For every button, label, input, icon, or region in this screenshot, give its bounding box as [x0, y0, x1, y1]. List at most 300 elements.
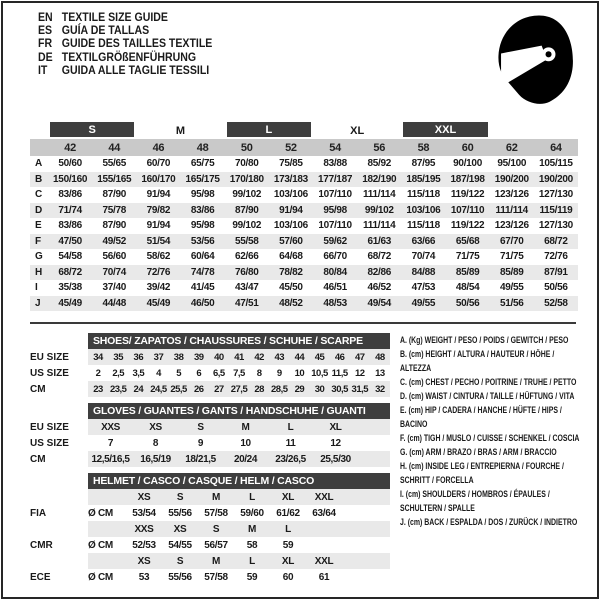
measure-row-E — [30, 218, 578, 234]
row-values — [88, 419, 390, 435]
row-label: US SIZE — [30, 437, 69, 449]
size-row — [30, 419, 390, 435]
helmet-table-title: HELMET / CASCO / CASQUE / HELM / CASCO — [88, 473, 390, 489]
size-value: 50/56 — [455, 297, 480, 309]
size-value: 63/66 — [411, 235, 436, 247]
size-value: 165/175 — [185, 173, 220, 185]
row-label: G — [35, 251, 43, 263]
row-label — [30, 553, 88, 569]
size-value: 107/110 — [318, 189, 352, 201]
size-value: 68/72 — [544, 235, 568, 247]
size-value: 160/170 — [141, 173, 176, 185]
size-column-header: 62 — [505, 141, 518, 154]
size-value: 11,5 — [331, 367, 348, 379]
size-value: 27 — [214, 383, 224, 395]
size-value: 119/122 — [450, 220, 485, 232]
size-value: 80/84 — [323, 266, 347, 278]
size-value: 65/75 — [190, 158, 215, 170]
size-header: M — [211, 555, 221, 567]
legend-item: I. (cm) SHOULDERS / HOMBROS / ÉPAULES / SCHULTERN / SPALLE — [400, 489, 550, 514]
helmet-icon — [488, 12, 578, 107]
size-value: 61/62 — [276, 507, 300, 519]
row-values — [88, 521, 390, 537]
size-value: 60/70 — [146, 158, 171, 170]
size-header: XXL — [314, 491, 334, 503]
size-value: 48 — [375, 351, 385, 363]
size-value: 70/74 — [411, 251, 436, 263]
size-value: 28 — [254, 383, 264, 395]
size-value: 83/88 — [323, 158, 347, 170]
row-label: F — [35, 235, 41, 247]
row-label — [30, 489, 88, 505]
textile-body — [30, 156, 578, 311]
helmet-data-row-CMR — [30, 537, 390, 553]
size-value: 24,5 — [150, 383, 167, 395]
size-value: 34 — [93, 351, 103, 363]
size-value: 30,5 — [331, 383, 348, 395]
size-header: XS — [137, 555, 151, 567]
size-value: 170/180 — [229, 173, 264, 185]
size-value: 115/118 — [406, 189, 440, 201]
size-value: 38 — [173, 351, 184, 363]
row-label: I — [35, 282, 38, 294]
textile-size-table — [30, 122, 578, 311]
row-label: C — [35, 189, 42, 201]
size-value: 60 — [282, 571, 294, 583]
helmet-data-row-ECE — [30, 569, 390, 585]
size-value: 45 — [314, 351, 325, 363]
size-value: 119/122 — [450, 189, 485, 201]
size-value: 44/48 — [102, 297, 126, 309]
size-header: XL — [281, 555, 295, 567]
size-value: 59 — [246, 571, 258, 583]
size-column-header: 48 — [196, 141, 209, 154]
size-value: 95/98 — [190, 220, 215, 232]
size-value: 111/114 — [495, 204, 528, 216]
size-value: 6 — [196, 367, 202, 379]
size-value: 2,5 — [112, 367, 125, 379]
size-value: 91/94 — [146, 220, 171, 232]
size-group-XL: XL — [350, 124, 365, 137]
size-value: 47 — [355, 351, 365, 363]
size-value: 155/165 — [97, 173, 132, 185]
textile-group-row — [30, 122, 578, 139]
size-value: 84/88 — [411, 266, 436, 278]
size-value: 79/82 — [146, 204, 171, 216]
size-value: 78/82 — [279, 266, 303, 278]
size-column-header: 58 — [417, 141, 430, 154]
size-value: 24 — [133, 383, 144, 395]
size-value: 32 — [375, 383, 385, 395]
size-value: 62/66 — [234, 251, 259, 263]
legend-item: F. (cm) TIGH / MUSLO / CUISSE / SCHENKEL / COSCIA — [400, 433, 580, 444]
legend — [400, 334, 584, 530]
size-value: 64/68 — [279, 251, 303, 263]
row-label: FIA — [30, 507, 47, 519]
size-value: 95/100 — [497, 158, 527, 170]
size-value: 50/56 — [544, 282, 568, 294]
size-value: 23 — [93, 383, 103, 395]
size-header: L — [285, 523, 291, 535]
legend-item: E. (cm) HIP / CADERA / HANCHE / HÜFTE / HIPS / BACINO — [400, 405, 562, 430]
size-value: 103/106 — [273, 220, 308, 232]
size-value: 47/51 — [234, 297, 259, 309]
language-code: IT — [38, 62, 48, 77]
size-group-M: M — [175, 124, 186, 137]
size-value: 23/26,5 — [275, 453, 306, 465]
size-value: 46 — [334, 351, 345, 363]
row-label: EU SIZE — [30, 351, 69, 363]
size-value: 54/55 — [168, 539, 192, 551]
size-column-header: 44 — [108, 141, 121, 154]
corner-cell — [30, 139, 48, 156]
size-value: 127/130 — [538, 220, 573, 232]
size-value: 115/118 — [406, 220, 440, 232]
measure-row-F — [30, 234, 578, 250]
size-value: 20/24 — [233, 453, 258, 465]
size-value: 51/56 — [499, 297, 524, 309]
row-values — [88, 505, 390, 521]
size-value: 12 — [330, 437, 341, 449]
helmet-sizes-row — [30, 553, 390, 569]
size-value: 41/45 — [190, 282, 215, 294]
size-header: XS — [173, 523, 187, 535]
size-value: 103/106 — [406, 204, 441, 216]
size-value: 57/58 — [204, 507, 228, 519]
size-value: 18/21,5 — [185, 453, 216, 465]
size-value: 49/55 — [411, 297, 436, 309]
size-group-empty — [30, 122, 48, 139]
legend-item: C. (cm) CHEST / PECHO / POITRINE / TRUHE / PETTO — [400, 377, 577, 388]
size-value: 31,5 — [351, 383, 369, 395]
size-value: 59 — [282, 539, 294, 551]
row-label: A — [35, 158, 42, 170]
size-value: L — [287, 421, 294, 433]
size-value: 2 — [95, 367, 101, 379]
language-code: DE — [38, 49, 53, 64]
size-value: 8 — [152, 437, 159, 449]
size-value: 107/110 — [318, 220, 352, 232]
size-value: 52/53 — [132, 539, 156, 551]
measure-row-A — [30, 156, 578, 172]
size-value: 35/38 — [58, 282, 82, 294]
language-title: GUÍA DE TALLAS — [61, 23, 150, 38]
size-value: 39/42 — [146, 282, 171, 294]
row-values — [88, 451, 390, 467]
row-label: J — [35, 297, 41, 309]
size-row — [30, 435, 390, 451]
size-value: 48/53 — [323, 297, 347, 309]
size-value: 95/98 — [323, 204, 347, 216]
helmet-body — [30, 489, 390, 585]
size-value: 43 — [274, 351, 285, 363]
legend-item: D. (cm) WAIST / CINTURA / TAILLE / HÜFTUNG / VITA — [400, 391, 575, 402]
size-value: 47/50 — [58, 235, 82, 247]
size-column-header: 42 — [64, 141, 76, 154]
section-divider — [30, 322, 576, 324]
size-value: 49/55 — [499, 282, 524, 294]
size-value: 12,5/16,5 — [91, 453, 130, 465]
size-value: 57/58 — [204, 571, 228, 583]
size-header — [306, 521, 342, 537]
size-value: 42 — [254, 351, 264, 363]
size-value: 9 — [197, 437, 204, 449]
size-value: 83/86 — [190, 204, 215, 216]
size-value: XS — [149, 421, 162, 433]
size-value: 50/60 — [58, 158, 82, 170]
size-header: XL — [281, 491, 295, 503]
size-value: 40 — [214, 351, 224, 363]
size-value: 87/90 — [102, 220, 126, 232]
size-value: 30 — [314, 383, 325, 395]
size-value: 46/50 — [190, 297, 215, 309]
size-group-L: L — [227, 122, 311, 137]
size-value: 95/98 — [190, 189, 215, 201]
size-value: 9 — [276, 367, 282, 379]
size-value: 68/72 — [367, 251, 391, 263]
size-value: 46/51 — [323, 282, 347, 294]
size-value: 4 — [156, 367, 161, 379]
size-value: 58/62 — [146, 251, 171, 263]
size-value: 182/190 — [362, 173, 397, 185]
size-value: 27,5 — [230, 383, 248, 395]
unit-cell: Ø CM — [88, 507, 113, 519]
size-value: 99/102 — [232, 189, 262, 201]
size-value: 83/86 — [58, 220, 82, 232]
size-value: 41 — [234, 351, 244, 363]
size-value: 150/160 — [53, 173, 88, 185]
measure-row-B — [30, 172, 578, 188]
size-value: 76/80 — [234, 266, 259, 278]
size-value: 49/52 — [102, 235, 126, 247]
measure-row-J — [30, 296, 578, 312]
size-value: 190/200 — [494, 173, 529, 185]
size-value: 16,5/19 — [140, 453, 171, 465]
size-column-header: 56 — [373, 141, 386, 154]
size-value: 87/90 — [234, 204, 259, 216]
shoes-body — [30, 349, 390, 397]
size-value: XXS — [101, 421, 120, 433]
row-label: CMR — [30, 539, 53, 551]
size-value: 37/40 — [102, 282, 126, 294]
size-header: L — [249, 491, 255, 503]
size-value: 56/57 — [204, 539, 228, 551]
size-value: 23,5 — [109, 383, 127, 395]
size-value: 12 — [355, 367, 365, 379]
language-title: TEXTILGRÖßENFÜHRUNG — [61, 49, 197, 64]
size-value: 11 — [285, 437, 296, 449]
size-value: 65/68 — [455, 235, 480, 247]
size-header: S — [212, 523, 220, 535]
size-value: 3,5 — [132, 367, 145, 379]
measure-row-D — [30, 203, 578, 219]
row-values — [88, 435, 390, 451]
size-value: 7,5 — [233, 367, 245, 379]
size-header: M — [211, 491, 221, 503]
size-value: 55/56 — [168, 571, 192, 583]
size-row — [30, 349, 390, 365]
size-value: 60/64 — [190, 251, 215, 263]
language-title: TEXTILE SIZE GUIDE — [61, 10, 168, 24]
size-header: M — [247, 523, 257, 535]
size-value: 87/90 — [102, 189, 126, 201]
size-value: 6,5 — [213, 367, 225, 379]
size-header: XS — [137, 491, 151, 503]
size-value: 45/49 — [58, 297, 82, 309]
row-label: D — [35, 204, 42, 216]
size-column-header: 52 — [285, 141, 297, 154]
size-value: 187/198 — [450, 173, 485, 185]
language-row — [38, 64, 212, 77]
size-value: 47/53 — [411, 282, 436, 294]
size-value: 107/110 — [450, 204, 485, 216]
row-values — [88, 553, 390, 569]
size-header: XXS — [134, 523, 154, 535]
size-value: 25,5/30 — [320, 453, 351, 465]
size-value: 57/60 — [279, 235, 303, 247]
language-title: GUIDA ALLE TAGLIE TESSILI — [61, 62, 210, 77]
size-value: 7 — [107, 437, 114, 449]
legend-item: H. (cm) INSIDE LEG / ENTREPIERNA / FOURCHE / SCHRITT / FORCELLA — [400, 461, 564, 486]
measure-row-I — [30, 280, 578, 296]
size-value: 111/114 — [363, 189, 396, 201]
size-value: 45/49 — [146, 297, 171, 309]
helmet-data-row-FIA — [30, 505, 390, 521]
size-value: 66/70 — [323, 251, 347, 263]
size-value: 91/94 — [146, 189, 171, 201]
size-group-S: S — [50, 122, 134, 137]
size-value: XL — [329, 421, 342, 433]
shoes-table-title: SHOES/ ZAPATOS / CHAUSSURES / SCHUHE / SCARPE — [88, 333, 390, 349]
legend-item: J. (cm) BACK / ESPALDA / DOS / ZURÜCK / INDIETRO — [400, 517, 578, 528]
row-values — [88, 569, 390, 585]
unit-cell — [88, 553, 126, 569]
size-value: 58 — [246, 539, 258, 551]
size-value: 67/70 — [499, 235, 524, 247]
legend-item: A. (Kg) WEIGHT / PESO / POIDS / GEWITCH / PESO — [400, 335, 569, 346]
row-values — [88, 489, 390, 505]
size-value: 54/58 — [58, 251, 82, 263]
row-label — [30, 521, 88, 537]
measure-row-C — [30, 187, 578, 203]
row-label: B — [35, 173, 42, 185]
size-value: 59/60 — [240, 507, 264, 519]
language-row — [38, 37, 212, 50]
size-value: 29 — [294, 383, 305, 395]
size-value: 53 — [138, 571, 150, 583]
size-value: 56/60 — [102, 251, 126, 263]
language-title: GUIDE DES TAILLES TEXTILE — [61, 36, 213, 51]
size-value: 53/56 — [190, 235, 215, 247]
size-value: 48/54 — [455, 282, 480, 294]
size-value: 13 — [375, 367, 385, 379]
gloves-body — [30, 419, 390, 467]
legend-item: G. (cm) ARM / BRAZO / BRAS / ARM / BRACCIO — [400, 447, 557, 458]
size-value: 82/86 — [367, 266, 391, 278]
size-value: 39 — [193, 351, 204, 363]
size-value: 61 — [318, 571, 330, 583]
size-value: 10 — [240, 437, 251, 449]
size-value: 85/89 — [499, 266, 524, 278]
row-values — [88, 537, 390, 553]
size-value: 87/95 — [411, 158, 436, 170]
size-row — [30, 381, 390, 397]
size-value: 63/64 — [312, 507, 336, 519]
size-value: 72/76 — [146, 266, 171, 278]
size-value: 105/115 — [539, 158, 573, 170]
size-value: 111/114 — [363, 220, 396, 232]
size-value: 103/106 — [273, 189, 308, 201]
language-row — [38, 51, 212, 64]
unit-cell: Ø CM — [88, 539, 113, 551]
size-value: 99/102 — [232, 220, 262, 232]
size-value: 87/91 — [544, 266, 568, 278]
size-group-empty — [490, 122, 534, 139]
size-value: 35 — [113, 351, 123, 363]
size-value: 123/126 — [494, 220, 529, 232]
row-label: CM — [30, 453, 46, 465]
size-column-header: 50 — [240, 141, 253, 154]
size-value: 115/119 — [539, 204, 573, 216]
size-row — [30, 365, 390, 381]
size-value: 68/72 — [58, 266, 82, 278]
size-value: 28,5 — [271, 383, 288, 395]
language-code: EN — [38, 10, 53, 24]
size-value: 90/100 — [453, 158, 482, 170]
size-header: S — [176, 491, 184, 503]
size-value: 99/102 — [364, 204, 394, 216]
unit-cell — [88, 521, 126, 537]
size-value: 26 — [193, 383, 204, 395]
size-value: 185/195 — [406, 173, 441, 185]
size-column-header: 64 — [550, 141, 562, 154]
size-value: 123/126 — [494, 189, 529, 201]
size-value: 36 — [133, 351, 144, 363]
helmet-sizes-row — [30, 489, 390, 505]
size-value: 51/54 — [146, 235, 171, 247]
size-value: M — [241, 421, 250, 433]
size-column-header: 60 — [461, 141, 474, 154]
size-header: S — [176, 555, 184, 567]
size-row — [30, 451, 390, 467]
row-values — [88, 349, 390, 365]
size-group-XXL: XXL — [403, 122, 487, 137]
size-column-header: 46 — [152, 141, 165, 154]
unit-cell: Ø CM — [88, 571, 113, 583]
size-value: 85/92 — [367, 158, 391, 170]
measure-row-H — [30, 265, 578, 281]
row-values — [88, 381, 390, 397]
row-label: ECE — [30, 571, 51, 583]
size-value: 127/130 — [538, 189, 573, 201]
size-value: 55/58 — [234, 235, 259, 247]
unit-cell — [88, 489, 126, 505]
size-value: 25,5 — [170, 383, 187, 395]
size-value: 71/75 — [455, 251, 480, 263]
helmet-sizes-row — [30, 521, 390, 537]
size-value: 61/63 — [367, 235, 391, 247]
size-value: 53/54 — [132, 507, 156, 519]
legend-item: B. (cm) HEIGHT / ALTURA / HAUTEUR / HÖHE / ALTEZZA — [400, 349, 555, 374]
size-value: 85/89 — [455, 266, 480, 278]
gloves-table-title: GLOVES / GUANTES / GANTS / HANDSCHUHE / GUANTI — [88, 403, 390, 419]
size-value: 46/52 — [367, 282, 391, 294]
row-values — [88, 365, 390, 381]
size-value: 83/86 — [58, 189, 82, 201]
size-value: 55/65 — [102, 158, 126, 170]
size-value: 37 — [153, 351, 164, 363]
size-value: 43/47 — [234, 282, 259, 294]
